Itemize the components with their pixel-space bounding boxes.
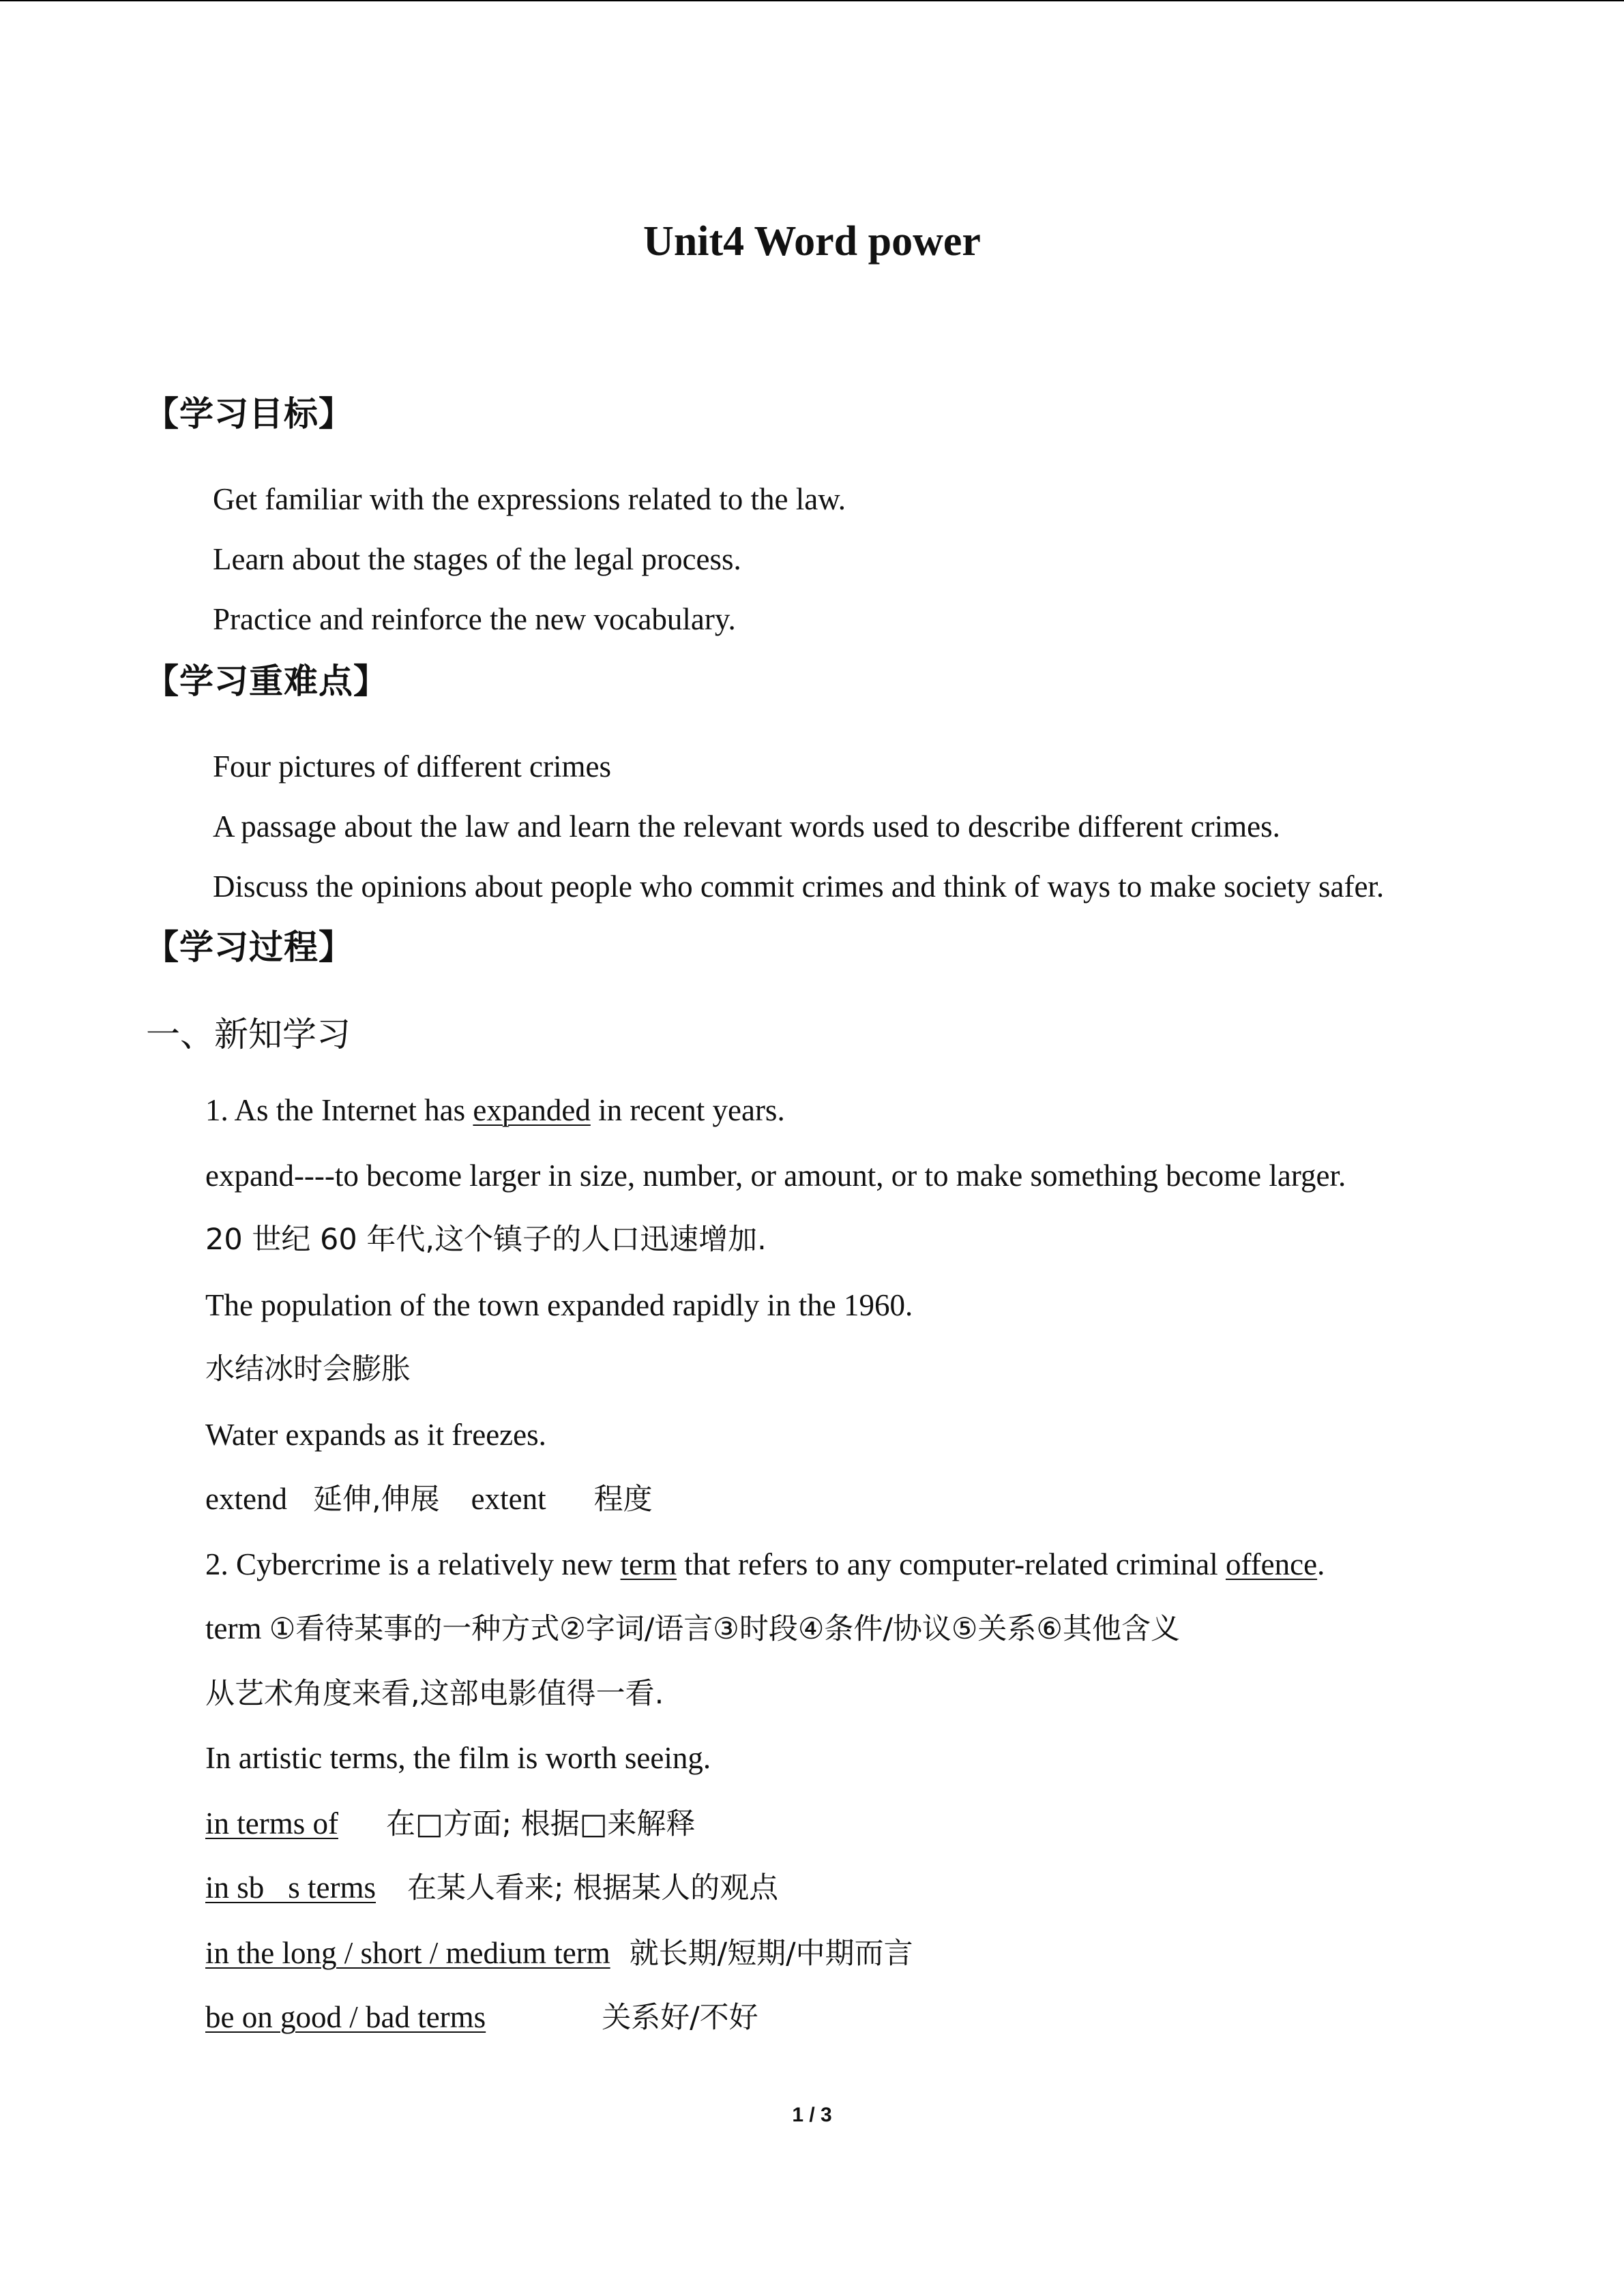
item-2-keyword-offence: offence (1226, 1547, 1318, 1581)
example-1-english: The population of the town expanded rapidly in the 1960. (205, 1288, 913, 1322)
item-1-keyword: expanded (473, 1093, 591, 1127)
phrase-chinese: 在□方面; 根据□来解释 (385, 1807, 696, 1841)
key-point-item: Discuss the opinions about people who commit crimes and think of ways to make society safer. (213, 869, 1385, 904)
item-2-middle: that refers to any computer-related criminal (677, 1547, 1226, 1581)
extent-word: extent (471, 1482, 546, 1516)
phrase-row (205, 1867, 778, 1909)
objective-item: Get familiar with the expressions related to the law. (213, 482, 846, 516)
part-one-heading: 一、新知学习 (146, 1015, 351, 1054)
phrase-row (205, 1803, 695, 1845)
example-1-chinese: 20 世纪 60 年代,这个镇子的人口迅速增加. (205, 1223, 767, 1257)
objective-item: Practice and reinforce the new vocabulary. (213, 602, 736, 636)
extend-meaning: 延伸,伸展 (312, 1482, 440, 1517)
key-points-heading: 【学习重难点】 (145, 661, 388, 701)
example-2-chinese: 水结冰时会膨胀 (205, 1352, 411, 1386)
phrase-english: be on good / bad terms (205, 2000, 486, 2034)
item-2-prefix: 2. Cybercrime is a relatively new (205, 1547, 621, 1581)
item-2-suffix: . (1317, 1547, 1325, 1581)
process-heading: 【学习过程】 (145, 927, 353, 967)
phrase-english: in the long / short / medium term (205, 1936, 610, 1970)
item-1-prefix: 1. As the Internet has (205, 1093, 473, 1127)
phrase-english: in sb s terms (205, 1870, 377, 1905)
phrase-chinese: 就长期/短期/中期而言 (629, 1937, 913, 1971)
example-3-english: In artistic terms, the film is worth seeing. (205, 1741, 711, 1775)
phrase-row (205, 1997, 758, 2038)
phrase-chinese: 在某人看来; 根据某人的观点 (407, 1871, 779, 1905)
objective-item: Learn about the stages of the legal process. (213, 542, 741, 576)
phrase-english: in terms of (205, 1806, 338, 1840)
item-1-sentence (205, 1090, 785, 1131)
page-number: 1 / 3 (792, 2104, 832, 2126)
example-3-chinese: 从艺术角度来看,这部电影值得一看. (205, 1677, 664, 1711)
term-meanings: ①看待某事的一种方式②字词/语言③时段④条件/协议⑤关系⑥其他含义 (269, 1612, 1180, 1646)
term-word: term (205, 1611, 269, 1645)
key-point-item: A passage about the law and learn the relevant words used to describe different crimes. (213, 809, 1280, 844)
expand-definition: expand----to become larger in size, number, or amount, or to make something become larger. (205, 1159, 1346, 1193)
phrase-row (205, 1933, 913, 1974)
phrase-chinese: 关系好/不好 (602, 2001, 758, 2035)
term-meanings-line (205, 1608, 1180, 1650)
objectives-heading: 【学习目标】 (145, 394, 353, 434)
extent-meaning: 程度 (593, 1482, 653, 1517)
item-1-suffix: in recent years. (590, 1093, 785, 1127)
key-point-item: Four pictures of different crimes (213, 749, 611, 784)
example-2-english: Water expands as it freezes. (205, 1418, 546, 1452)
related-words-line (205, 1478, 653, 1520)
extend-word: extend (205, 1482, 287, 1516)
item-2-sentence (205, 1544, 1325, 1585)
item-2-keyword-term: term (620, 1547, 677, 1581)
page-title: Unit4 Word power (643, 218, 981, 265)
